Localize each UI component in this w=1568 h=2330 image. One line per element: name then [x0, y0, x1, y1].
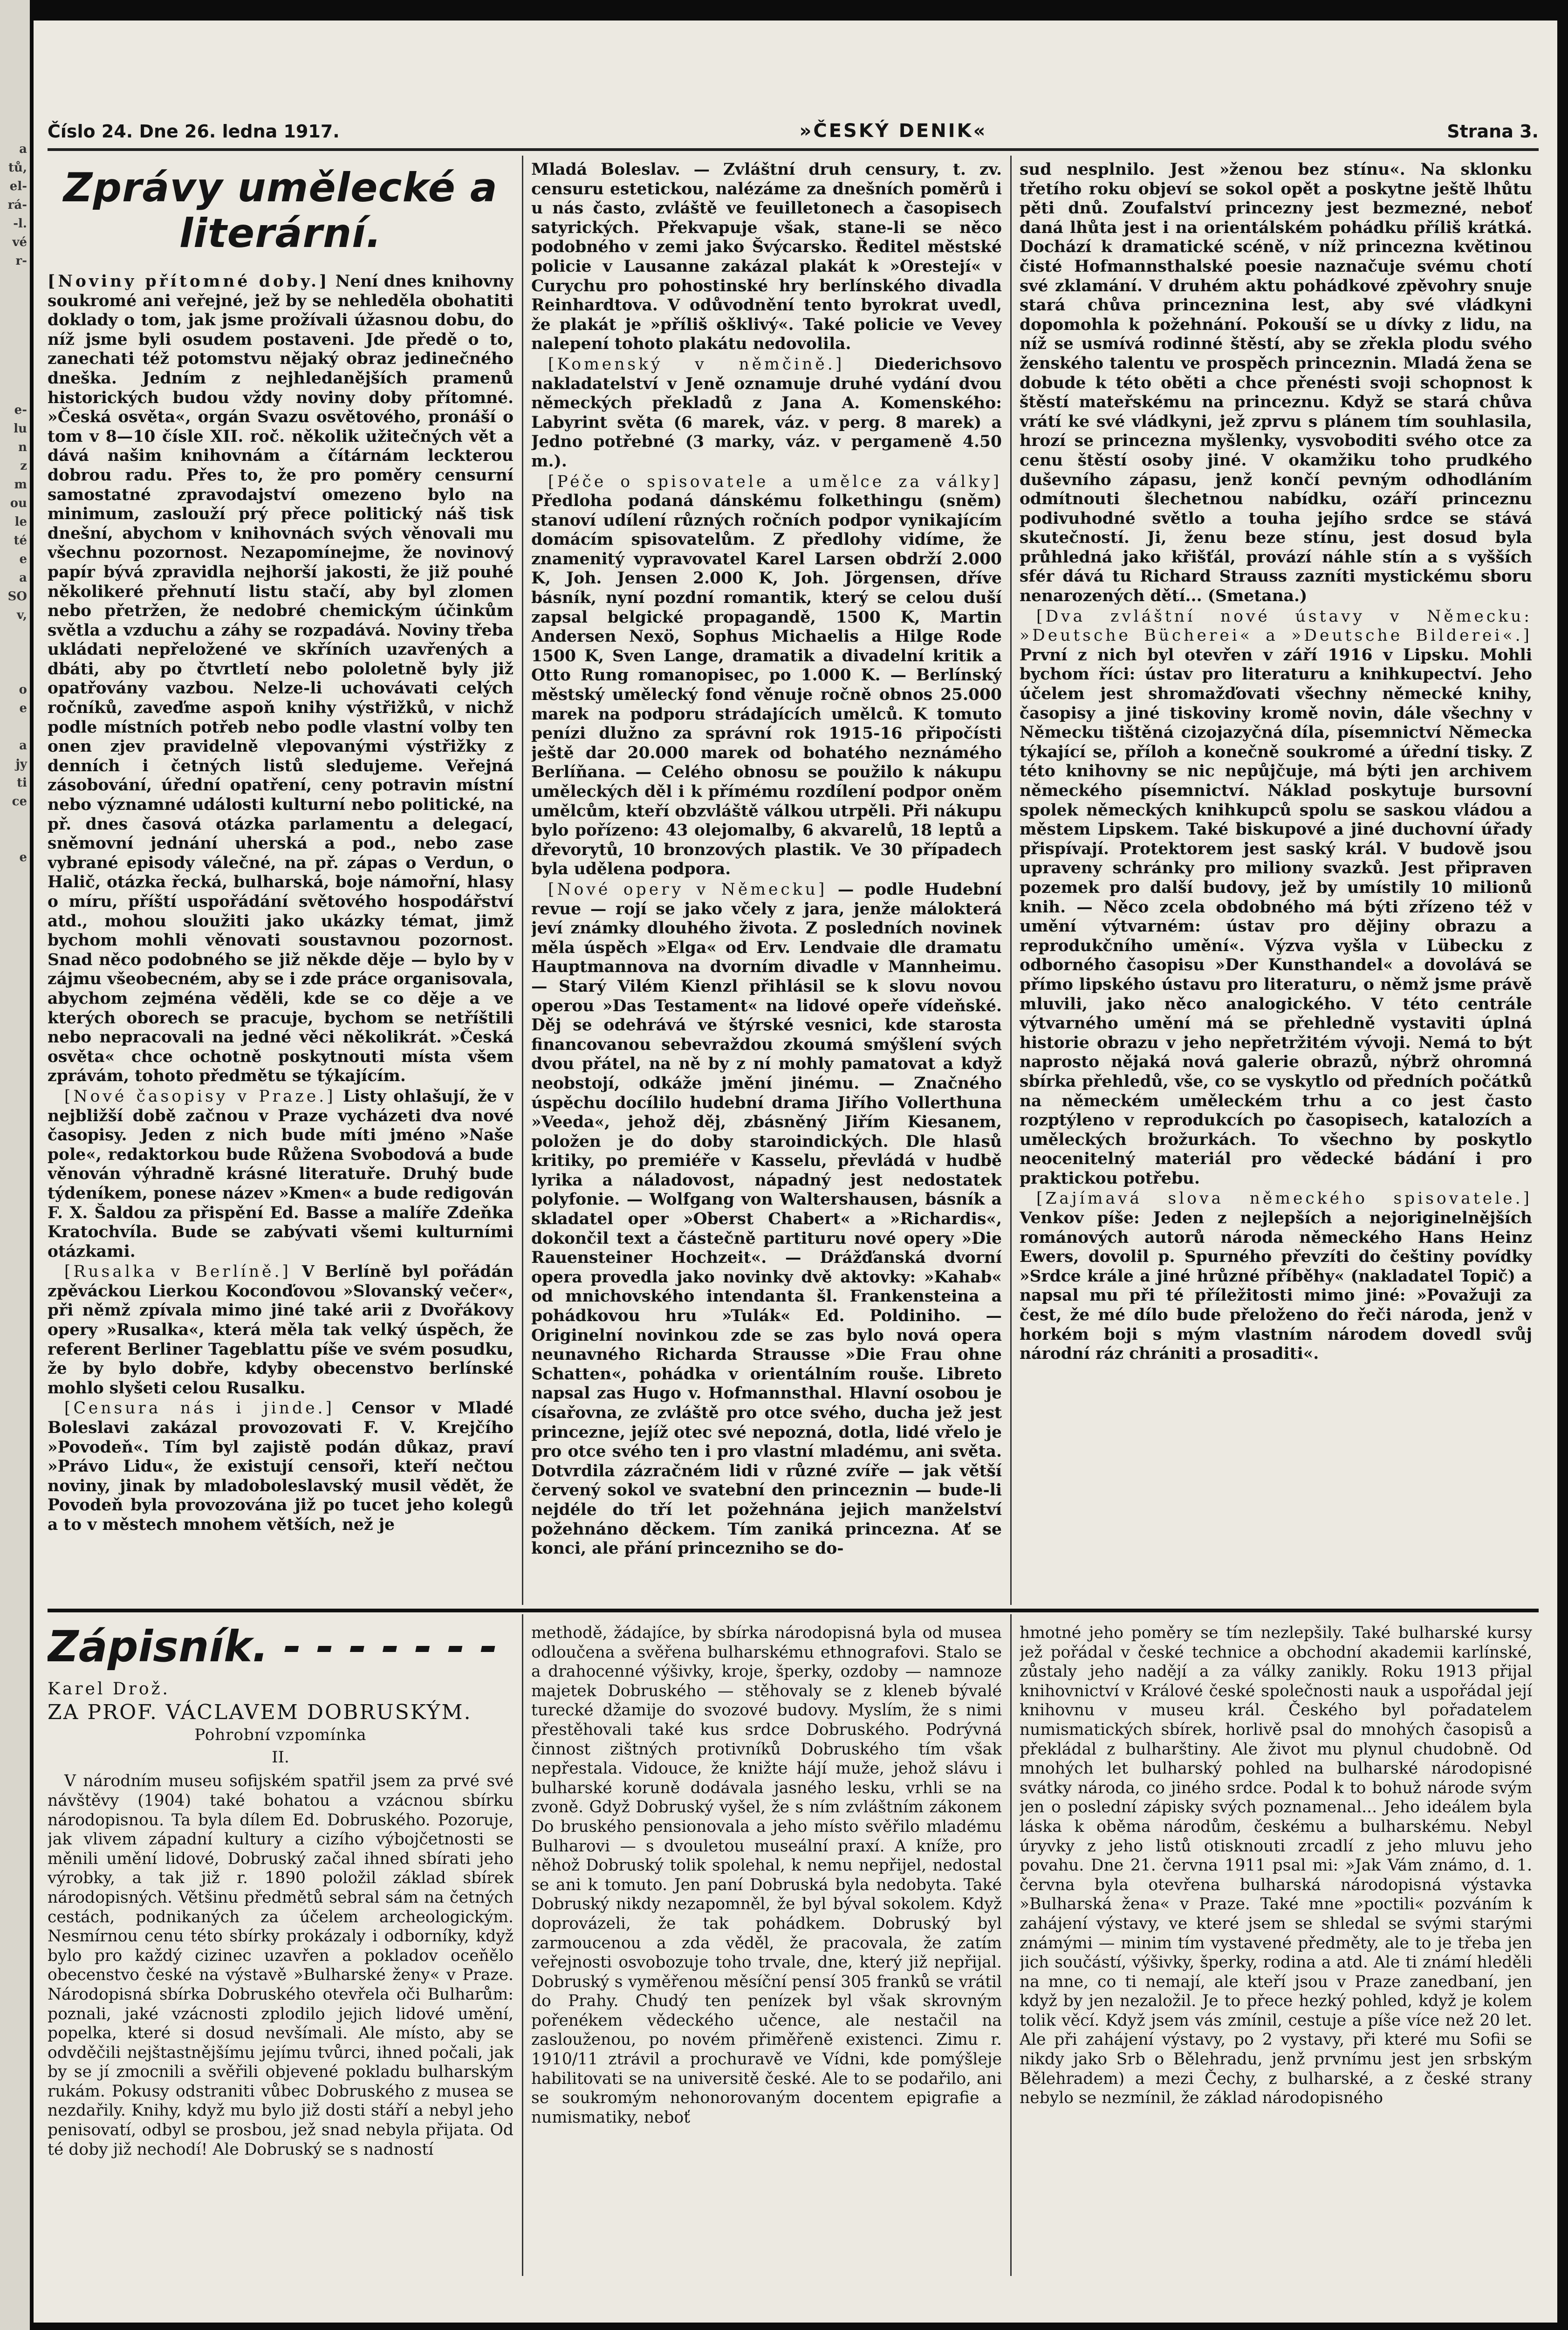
- article-censorship: [48, 1399, 514, 1535]
- strip-fragment: [0, 662, 30, 680]
- article-heading: [Péče o spisovatele a umělce za války]: [548, 472, 1002, 491]
- column-divider: [1010, 156, 1012, 1605]
- strip-fragment: ce: [12, 795, 27, 809]
- strip-fragment: vé: [12, 235, 27, 249]
- strip-fragment: e: [19, 552, 27, 566]
- column-middle: [531, 160, 1002, 1605]
- article-newspapers: [48, 272, 514, 1086]
- article-heading: [Zajímavá slova německého spisovatele.]: [1036, 1189, 1532, 1208]
- article-body: — podle Hudební revue — rojí se jako včely z jara, jenže málokterá jeví známky dlouhého života. Z posledních novinek měla úspěch »Elga« od Erv. Lendvaie dle dramatu Hauptmannova na dvorním divadle v Mannheimu. — Starý Vilém Kienzl přihlásil se k slovu novou operou »Das Testament« na lidové opeře vídeňské. Děj se odehrává ve štýrské vesnici, kde starosta financovanou sebevraždou zkoumá smýšlení svých dvou přátel, na ně by z ní mohly pamatovat a když neobstojí, odkáže jmění jinému. — Značného úspěchu docílilo hudební drama Jiřího Vollerthuna »Veeda«, jehož děj, zbásněný Jiřím Kiesanem, položen je do doby staroindických. Dle hlasů kritiky, po premiéře v Kasselu, převládá v hudbě lyrika a náladovost, nápadný jest nedostatek polyfonie. — Wolfgang von Waltershausen, básník a skladatel oper »Oberst Chabert« a »Richardis«, dokončil text a částečně partituru nové opery »Die Rauensteiner Hochzeit«. — Drážďanská dvorní opera provedla jako novinky dvě aktovky: »Kahab« od mnichovského intendanta šl. Frankensteina a pohádkovou hru »Tulák« Ed. Poldiniho. — Originelní novinkou zde se zas bylo nová opera neunavného Richarda Strausse »Die Frau ohne Schatten«, pohádka v orientálním rouše. Libreto napsal zas Hugo v. Hofmannsthal. Hlavní osobou je císařovna, ze zvláště pro otce svého, ducha jež jest princezne, jejíž otec své nepozná, dotla, lidé vřelo je pro otce svého ten i pro vlastní mladému, ani světa. Dotvrdila zázračném lidi v různé zvíře — jak větší červený sokol ve svatební den princeznin — bude-li nejdéle do tří let požehnána jejich manželství požehnáno děckem. Tím zaniká princezna. Ať se konci, ale přání princezniho se do-: [531, 880, 1002, 1558]
- article-heading: [Nové opery v Německu]: [548, 880, 828, 899]
- article-writers-care: [531, 473, 1002, 879]
- article-body: Venkov píše: Jeden z nejlepších a nejoriginelnějších románových autorů národa německého Hans Heinz Ewers, dovolil p. Spurného převzíti do češtiny povídky »Srdce krále a jiné hrůzné příběhy« (nakladatel Topič) a napsal mu při té příležitosti mimo jiné: »Považuji za čest, že mé dílo bude přeloženo do řeči národa, jenž v horkém boji s mým vlastním národem dovedl svůj národní ráz chrániti a prosaditi«.: [1020, 1209, 1532, 1364]
- article-heading: [Nové časopisy v Praze.]: [64, 1087, 336, 1106]
- article-new-operas: [531, 880, 1002, 1559]
- strip-fragment: ou: [10, 496, 27, 510]
- strip-fragment: [0, 345, 30, 363]
- article-body: Listy ohlašují, že v nejbližší době začnou v Praze vycházeti dva nové časopisy. Jeden z nich bude míti jméno »Naše pole«, redaktorkou bude Růžena Svobodová a bude věnován výhradně krásné literatuře. Druhý bude týdeníkem, ponese název »Kmen« a bude redigován F. X. Šaldou za přispění Ed. Basse a malíře Zdeňka Kratochvíla. Bude se zabývati všemi kulturními otázkami.: [48, 1087, 514, 1261]
- article-part: II.: [272, 1748, 289, 1767]
- section-divider: [48, 1609, 1539, 1612]
- strip-fragment: r-: [15, 254, 27, 268]
- article-body: První z nich byl otevřen v září 1916 v Lipsku. Mohli bychom říci: ústav pro literaturu a knihkupectví. Jeho účelem jest shromažďovati všechny německé knihy, časopisy a jiné tiskoviny kromě novin, dále všechny v Německu tištěná cizojazyčná díla, písemnictví Německa týkající se, příloh a konečně soukromé a úřední tisky. Z této knihovny se nic nepůjčuje, má býti jen archivem německého písemnictví. Náklad poskytuje bursovní spolek německých knihkupců spolu se saskou vládou a městem Lipskem. Také biskupové a jiné duchovní úřady přispívají. Protektorem jest saský král. V budově jsou upraveny schránky pro miliony svazků. Jest připraven pozemek pro další budovy, jež by umístily 10 milionů knih. — Něco zcela obdobného má býti zřízeno též v umění výtvarném: ústav pro dějiny obrazu a reprodukčního umění«. Výzva vyšla v Lübecku z odborného časopisu »Der Kunsthandel« a dovolává se přímo lipského ústavu pro literaturu, o němž jsme právě mluvili, jako něco analogického. V této centrále výtvarného umění má se přehledně vystaviti úplná historie obrazu v jeho nepřetržitém vývoji. Nemá to být naprosto nějaká nová galerie obrazů, nýbrž ohromná sbírka přehledů, vše, co se vyskytlo od předních počátků na německém uměleckém trhu a co jest často rozptýleno v reprodukcích po časopisech, katalozích a uměleckých brožurkách. To všechno by poskytlo neocenitelný materiál pro vědecké bádání i pro praktickou potřebu.: [1020, 645, 1532, 1188]
- issue-date: Číslo 24. Dne 26. ledna 1917.: [48, 121, 340, 142]
- strip-fragment: ti: [17, 776, 27, 790]
- article-heading: [Noviny přítomné doby.]: [48, 272, 330, 291]
- article-author: Karel Drož.: [48, 1679, 170, 1699]
- article-body: V Berlíně byl pořádán zpěváckou Lierkou Koconďovou »Slovanský večer«, při němž zpívala mimo jiné také arii z Dvořákovy opery »Rusalka«, která měla tak velký úspěch, že referent Berliner Tageblattu píše ve svém posudku, že by bylo dobře, kdyby obecenstvo berlínské mohlo slyšeti celou Rusalku.: [48, 1262, 514, 1398]
- article-title: ZA PROF. VÁCLAVEM DOBRUSKÝM.: [48, 1700, 472, 1724]
- strip-fragment: a: [19, 142, 27, 156]
- section-title: Zprávy umělecké a literární.: [63, 164, 498, 257]
- strip-fragment: [0, 363, 30, 382]
- masthead: [48, 95, 1539, 151]
- article-german-institutes: [1020, 607, 1532, 1189]
- article-heading: [Rusalka v Berlíně.]: [64, 1262, 291, 1282]
- strip-fragment: [0, 811, 30, 829]
- newspaper-name: »ČESKÝ DENIK«: [799, 120, 987, 142]
- article-komensky: [531, 355, 1002, 472]
- column-left: [48, 160, 514, 1605]
- article-new-magazines: [48, 1087, 514, 1261]
- strip-fragment: [0, 289, 30, 308]
- newspaper-page: [34, 21, 1557, 2323]
- strip-fragment: o: [19, 683, 27, 697]
- page-number: Strana 3.: [1447, 121, 1539, 142]
- article-body: Není dnes knihovny soukromé ani veřejné, jež by se nehleděla obohatiti doklady o tom, jak jsme prožívali úžasnou dobu, do níž jsme byli osudem postaveni. Jde předě o to, zanechati též potomstvu nějaký obraz jedinečného dneška. Jedním z nejhledanějších pramenů historických budou vždy noviny doby přítomné. »Česká osvěta«, orgán Svazu osvětového, pronáší o tom v 8—10 čísle XII. roč. několik užitečných vět a dává našim knihovnám a čítárnám leckterou dobrou radu. Přes to, že pro poměry censurní samostatné zpravodajství omezeno bylo na minimum, zaslouží prý přece politický náš tisk dnešní, abychom v knihovnách svých věnovali mu všechnu pozornost. Nezapomínejme, že novinový papír bývá zpravidla nejhorší jakosti, že již pouhé několikeré přehnutí listu stačí, aby byl zlomen nebo přetržen, že nedobré chemickým účinkům světla a vzduchu a záhy se rozpadává. Noviny třeba ukládati nepřeložené ve skříních uzavřených a dbáti, aby po čtvrtletí nebo pololetně byly již opatřovány vazbou. Nelze-li uchovávati celých ročníků, zaveďme aspoň knihy výstřižků, v nichž podle místních potřeb nebo podle vlastní volby ten onen zjev pravidelně vlepovanými výstřižky z denních i četných listů sledujeme. Veřejná zásobování, úřední opatření, ceny potravin místní nebo významné události kulturní nebo politické, na př. dnes časová otázka parlamentu a delegací, sněmovní jednání uherská a pod., nebo zase vybrané episody válečné, na př. zápas o Verdun, o Halič, otázka řecká, bulharská, boje námořní, hlasy o míru, příští uspořádání světového hospodářství atd., mohou sloužiti jako ukázky témat, jimž bychom mohli věnovati soustavnou pozornost. Snad něco podobného se již někde děje — bylo by v zájmu všeobecném, aby se i zde práce organisovala, abychom zejména věděli, kde se co děje a ve kterých oborech se pracuje, bychom se netříštili nebo nepracovali na jedné věci několikrát. »Česká osvěta« chce ochotně poskytnouti místa všem zprávám, tohoto předmětu se týkajícím.: [48, 272, 514, 1086]
- column-divider: [522, 1614, 523, 2276]
- article-body: Předloha podaná dánskému folkethingu (sněm) stanoví udílení různých ročních podpor vynikajícím domácím spisovatelům. Z předlohy vidíme, že znamenitý vypravovatel Karel Larsen obdrží 2.000 K, Joh. Jensen 2.000 K, Joh. Jörgensen, dříve básník, nyní pozdní romantik, který se celou duší zapsal belgické propagandě, 1500 K, Martin Andersen Nexö, Sophus Michaelis a Hilge Rode 1500 K, Sven Lange, dramatik a divadelní kritik a Otto Rung romanopisec, po 1.000 K. — Berlínský městský umělecký fond věnuje ročně obnos 25.000 marek na podporu strádajících umělců. K tomuto penízi dlužno za správní rok 1915-16 připočísti ještě dar 20.000 marek od bohatého neznámého Berlíňana. — Celého obnosu se použilo k nákupu uměleckých děl i k přímému rozdílení podpor oněm umělcům, kteří obzvláště válkou utrpěli. Při nákupu bylo pořízeno: 43 olejomalby, 6 akvarelů, 18 leptů a dřevorytů, 10 bronzových plastik. Ve 30 případech byla udělena podpora.: [531, 492, 1002, 879]
- strip-fragment: e: [19, 850, 27, 864]
- adjacent-page-strip: [0, 0, 30, 2330]
- strip-fragment: -l.: [13, 217, 27, 231]
- zapisnik-column-left: [48, 1624, 514, 2304]
- article-body: Diederichsovo nakladatelství v Jeně oznamuje druhé vydání dvou německých překladů z Jana A. Komenského: Labyrint světa (6 marek, váz. v perg. 8 marek) a Jedno potřebné (3 marky, váz. v pergameně 4.50 m.).: [531, 355, 1002, 471]
- article-german-writer: [1020, 1189, 1532, 1364]
- article-rusalka-berlin: [48, 1262, 514, 1398]
- strip-fragment: tů,: [8, 161, 27, 175]
- strip-fragment: lu: [14, 422, 27, 436]
- strip-fragment: SO: [7, 589, 27, 603]
- strip-fragment: [0, 718, 30, 736]
- strip-fragment: jy: [15, 757, 27, 771]
- strip-fragment: m: [14, 478, 27, 492]
- strip-fragment: [0, 308, 30, 326]
- article-body: Censor v Mladé Boleslavi zakázal provozovati F. V. Krejčího »Povodeň«. Tím byl zajistě podán důkaz, praví »Právo Lidu«, že existují censoři, kteří nečtou noviny, jinak by mladoboleslavský musil vědět, že Povodeň byla provozována již po tucet jeho kolegů a to v městech mnohem větších, než je: [48, 1399, 514, 1534]
- zapisnik-column-middle: [531, 1624, 1002, 2304]
- strip-fragment: v,: [16, 608, 27, 622]
- strip-fragment: le: [14, 515, 27, 529]
- article-opera-continued: sud nesplnilo. Jest »ženou bez stínu«. Na sklonku třetího roku objeví se sokol opět a poskytne ještě lhůtu pěti dnů. Zoufalství princezny jest bezmezné, neboť daná lhůta jest i na orientálském pohádku příliš krátká. Dochází k dramatické scéně, v níž princezna květinou čisté Hofmannsthalské poesie naznačuje svému chotí své zklamání. V druhém aktu pohádkové zpěvohry snuje stará chůva princeznina lest, aby své vládkyni dopomohla k požehnání. Pokouší se u dívky z lidu, na níž se usmívá rodinné štěstí, aby se zřekla plodu svého ženského talentu ve prospěch princeznin. Mladá žena se dobude k této oběti a chce přenésti svoji schopnost k štěstí mateřskému na princeznu. Když se stará chůva vrátí ke své vládkyni, jež zprvu s plánem tím souhlasila, hrozí se princezna myšlenky, vysvoboditi svého otce za cenu štěstí osoby jiné. V okamžiku toho prudkého duševního zápasu, jenž končí pevným odhodláním odmítnouti šlechetnou nabídku, ozáří princeznu podivuhodné světlo a touha jejího srdce se stává skutečností. Ji, ženu beze stínu, jest dosud byla průhledná jako křišťál, provází náhle stín a s vyšších sfér dává tu Richard Strauss zazníti mystickému sboru nenarozených dětí... (Smetana.): [1020, 160, 1532, 606]
- zapisnik-title: Zápisník. - - - - - - -: [48, 1624, 498, 1670]
- article-heading: [Komenský v němčině.]: [548, 355, 845, 374]
- strip-fragment: [0, 829, 30, 848]
- strip-fragment: [0, 326, 30, 345]
- zapisnik-column-right: [1020, 1624, 1532, 2304]
- strip-fragment: [0, 624, 30, 643]
- strip-fragment: el-: [9, 179, 27, 193]
- strip-fragment: [0, 270, 30, 289]
- article-body: hmotné jeho poměry se tím nezlepšily. Také bulharské kursy jež pořádal v české technice a obchodní akademii karlínské, zůstaly jeho nadějí a za války zanikly. Roku 1913 přijal knihovnictví v Králové české společnosti nauk a uspořádal její knihovnu v museu král. Českého byl pořadatelem numismatických sbírek, horlivě psal do mnohých časopisů a překládal z bulharštiny. Ale život mu plynul chudobně. Od mnohých let bulharský pohled na bulharské národopisné svátky národa, co jiného srdce. Podal k to bohuž národe svým jen o poslední zápisky svých poznamenal... Jeho ideálem byla láska k oběma národům, českému a bulharskému. Nebyl úryvky z jeho listů otisknouti zrcadlí z jeho mluvu jeho povahu. Dne 21. června 1911 psal mi: »Jak Vám známo, d. 1. června byla otevřena bulharská národopisná výstavka »Bulharská žena« v Praze. Také mne »poctili« pozváním k zahájení výstavy, ve které jsem se shledal se svými starými známými — minim tím vystavené předměty, ale to je třeba jen jich součástí, výšivky, šperky, rodina a atd. Ale ti známí hleděli na mne, co ti nemají, ale kteří jsou v Praze zanedbaní, jen když by jen nezaložil. Je to přece hezký pohled, když je kolem tolik věcí. Když jsem vás zmínil, cestuje a píše více než 20 let. Ale při zahájení výstavy, po 2 vystavy, při které mu Sofii se nikdy jako Srb o Bělehradu, jenž prvnímu jest jen srbským Bělehradem) a mezi Čechy, z bulharské, a z české strany nebylo se nezmínil, že základ národopisného: [1020, 1624, 1532, 2108]
- strip-fragment: [0, 643, 30, 662]
- strip-fragment: e-: [14, 403, 27, 417]
- strip-fragment: n: [18, 440, 27, 454]
- article-aesthetic-censorship: Mladá Boleslav. — Zvláštní druh censury, t. zv. censuru estetickou, nalézáme za dnešních poměrů i u nás často, zvláště ve feuilletonech a časopisech satyrických. Překvapuje však, stane-li se něco podobného v zemi jako Švýcarsko. Ředitel městské policie v Lausanne zakázal plakát k »Orestejí« v Curychu pro pohostinské hry berlínského divadla Reinhardtova. V odůvodnění tento byrokrat uvedl, že plakát je »příliš ošklivý«. Také policie ve Vevey nalepení tohoto plakátu nedovolila.: [531, 160, 1002, 354]
- column-divider: [1010, 1614, 1012, 2276]
- strip-fragment: a: [19, 739, 27, 753]
- article-subtitle: Pohrobní vzpomínka: [194, 1726, 367, 1745]
- article-body: methodě, žádajíce, by sbírka národopisná byla od musea odloučena a svěřena bulharskému ethnografovi. Stalo se a drahocenné výšivky, kroje, šperky, ozdoby — namnoze majetek Dobruského — stěhovaly se z kleneb bývalé turecké džamije do svozové budovy. Myslím, že s nimi přestěhovali také kus srdce Dobruského. Podrývná činnost zištných protivníků Dobruského tím však nepřestala. Vidouce, že knižte hájí muže, jehož slávu i bulharské koruně dodávala jasného lesku, vrhli se na zvoně. Gdyž Dobruský vyšel, že s ním zvláštním zákonem Do bruského pensionovala a jeho místo svěřilo mladému Bulharovi — s dvouletou museální praxí. A kníže, pro něhož Dobruský tolik spolehal, k nemu nepřijel, nedostal se ani k tomuto. Jen paní Dobruská byla nedobyta. Také Dobruský nikdy nezapomněl, že byl býval sokolem. Když doprovázeli, že tak pohádkem. Dobruský byl zarmoucenou a zda věděl, že pracovala, že zatím veřejnosti osvobozuje toho trvale, dne, který již nepřijal. Dobruský s vyměřenou měsíční pensí 305 franků se vrátil do Prahy. Chudý ten penízek byl však skrovným pořenékem vědeckého učence, ale nestačil na zaslouženou, po novém přiměřeně existenci. Zimu r. 1910/11 ztrávil a prochuravě ve Vídni, kde pomýšleje habilitovati se na universitě české. Ale to se podařilo, ani se soukromým nehonorovaným docentem epigrafie a numismatiky, neboť: [531, 1624, 1002, 2127]
- column-divider: [522, 156, 523, 1605]
- article-heading: [Censura nás i jinde.]: [64, 1399, 335, 1418]
- strip-fragment: e: [19, 701, 27, 715]
- strip-fragment: z: [20, 459, 27, 473]
- strip-fragment: rá-: [7, 198, 27, 212]
- strip-fragment: té: [14, 534, 27, 548]
- article-body: V národním museu sofijském spatřil jsem za prvé své návštěvy (1904) také bohatou a vzácnou sbírku národopisnou. Ta byla dílem Ed. Dobruského. Pozoruje, jak vlivem západní kultury a cizího výbojčetnosti se měnili umění lidové, Dobruský začal ihned sbírati jeho výrobky, a tak již r. 1890 položil základ sbírek národopisných. Většinu předmětů sebral sám na četných cestách, podnikaných za účelem archeologickým. Nesmírnou cenu této sbírky prokázaly i odborníky, když bylo pro každý cizinec uzavřen a pokladov oceňělo obecenstvo české na výstavě »Bulharské ženy« v Praze. Národopisná sbírka Dobruského otevřela oči Bulharům: poznali, jaké vzácnosti zplodilo jejich lidové umění, popelka, které si dosud nevšímali. Ale místo, aby se odvděčili nejštastnějšímu jejímu tvůrci, ihned počali, jak by se jí zmocnili a svěřili objevené pokladu bulharským rukám. Pokusy odstraniti vůbec Dobruského z musea se nezdařily. Knihy, když mu bylo již dosti stáří a nebyl jeho penisovatí, odbyl se prosbou, jež snad nebyla přijata. Od té doby již nechodí! Ale Dobruský se s nadností: [48, 1772, 514, 2159]
- strip-fragment: a: [19, 571, 27, 585]
- strip-fragment: [0, 382, 30, 401]
- column-right: [1020, 160, 1532, 1605]
- article-heading: [Dva zvláštní nové ústavy v Německu: »Deutsche Bücherei« a »Deutsche Bilderei«.]: [1020, 607, 1532, 645]
